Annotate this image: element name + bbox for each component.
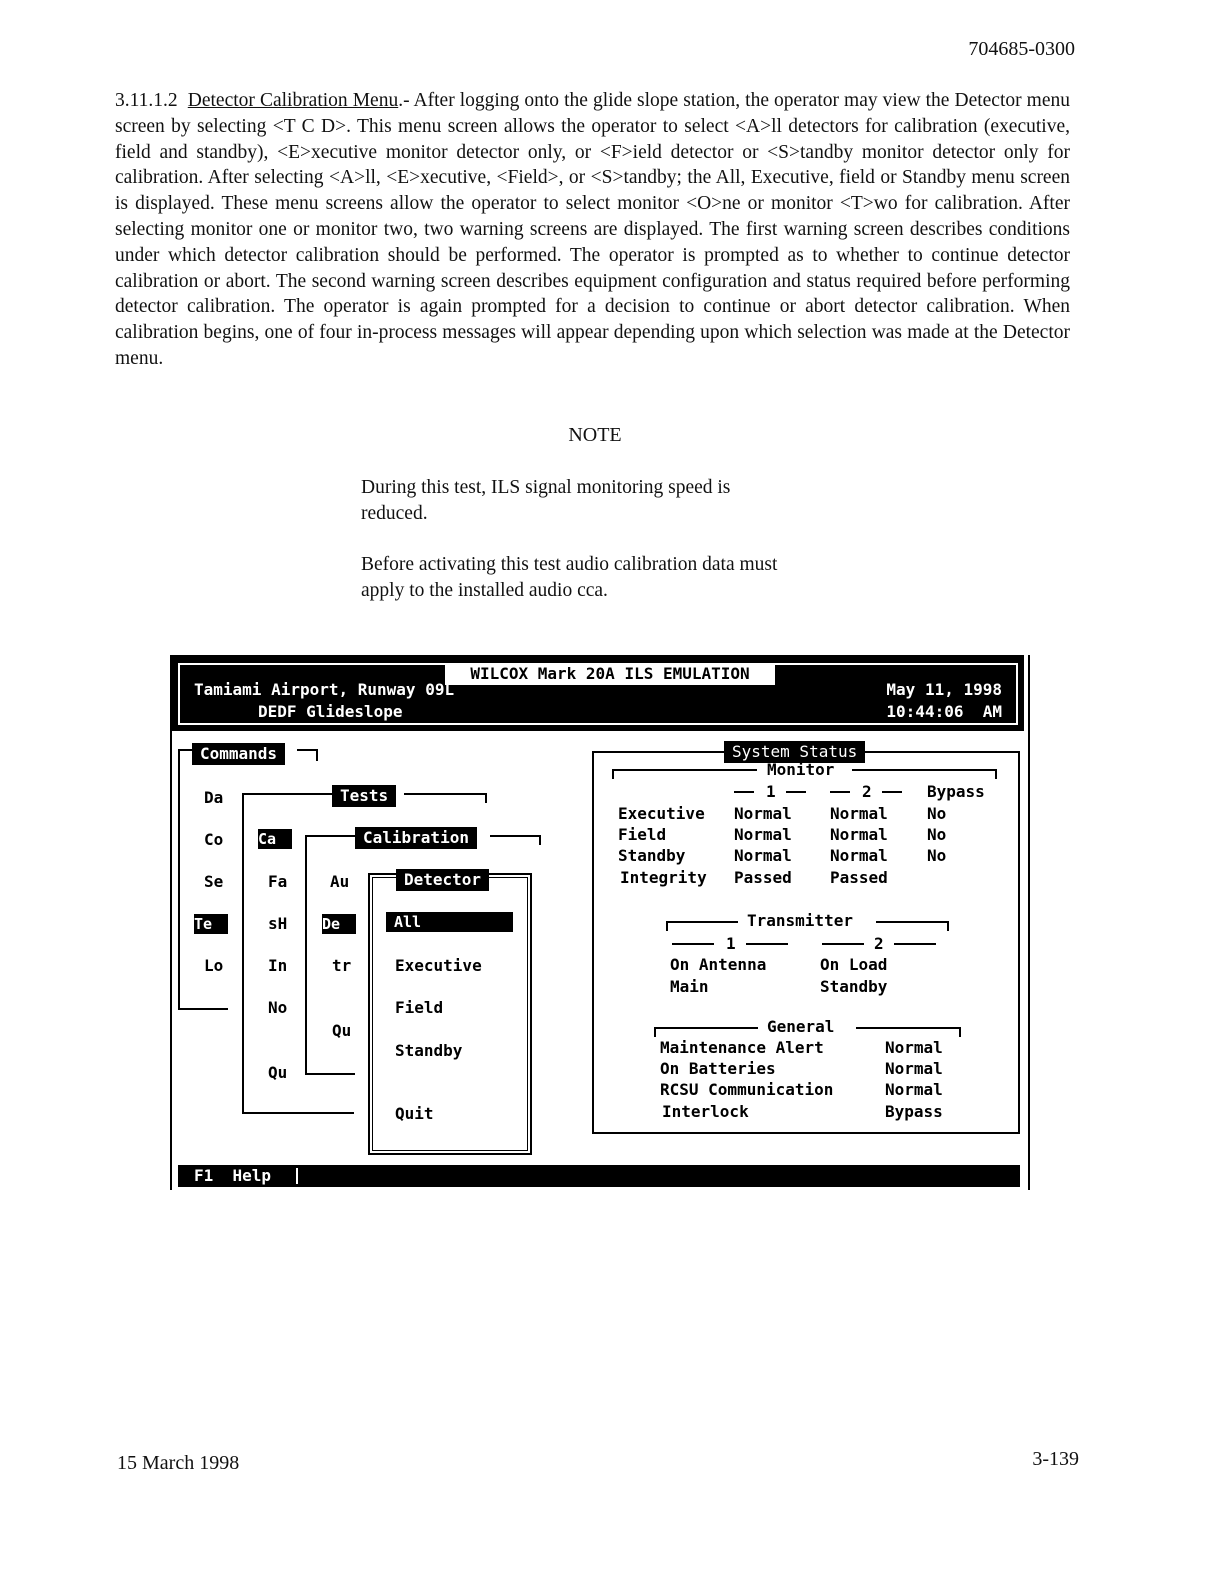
- detector-item-standby[interactable]: Standby: [395, 1041, 463, 1060]
- calibration-title: Calibration: [355, 827, 477, 849]
- monitor-row-label: Integrity: [620, 868, 707, 887]
- transmitter-title: Transmitter: [747, 911, 853, 930]
- help-bar: [178, 1165, 1020, 1187]
- calibration-item-quit[interactable]: Qu: [332, 1021, 352, 1040]
- monitor-row-bypass: No: [927, 825, 947, 844]
- date-label: May 11, 1998: [886, 680, 1002, 699]
- detector-item-field[interactable]: Field: [395, 998, 444, 1017]
- note-line-2: Before activating this test audio calibration data must apply to the installed audio cca.: [361, 554, 778, 601]
- command-item-logoff[interactable]: Lo: [204, 956, 224, 975]
- monitor-row-label: Executive: [618, 804, 705, 823]
- monitor-row-m2: Normal: [830, 846, 888, 865]
- command-item-setup[interactable]: Se: [204, 872, 224, 891]
- general-row-label: On Batteries: [660, 1059, 776, 1078]
- transmitter-col-1: 1: [726, 934, 736, 953]
- general-title: General: [767, 1017, 835, 1036]
- page-number: 3-139: [1032, 1448, 1079, 1470]
- calibration-item-detector-selected[interactable]: De: [322, 914, 356, 934]
- monitor-row-label: Field: [618, 825, 667, 844]
- calibration-item-audio[interactable]: Au: [330, 872, 350, 891]
- section-paragraph: [115, 88, 1070, 372]
- transmitter-2-role: Standby: [820, 977, 888, 996]
- note-heading: NOTE: [568, 424, 622, 446]
- section-body: .- After logging onto the glide slope station, the operator may view the Detector menu screen by selecting <T C D>. This menu screen allows the operator to select <A>ll detectors for calibration (executive, field and standby), <E>xecutive monitor detector only, or <F>ield detector or <S>tandby monitor detector only for calibration. After selecting <A>ll, <E>xecutive, <Field>, or <S>tandby; the All, Executive, field or Standby menu screen is displayed. These menu screens allow the operator to select monitor <O>ne or monitor <T>wo for calibration. After selecting monitor one or monitor two, two warning screens are displayed. The first warning screen describes conditions under which detector calibration should be performed. The operator is prompted as to whether to continue detector calibration or abort. The second warning screen describes equipment configuration and status required before performing detector calibration. The operator is again prompted for a decision to continue or abort detector calibration. When calibration begins, one of four in-process messages will appear depending upon which selection was made at the Detector menu.: [115, 90, 1070, 369]
- detector-item-executive[interactable]: Executive: [395, 956, 482, 975]
- command-item-control[interactable]: Co: [204, 830, 224, 849]
- monitor-row-bypass: No: [927, 804, 947, 823]
- system-status-title: System Status: [724, 741, 865, 763]
- general-row-label: RCSU Communication: [660, 1080, 834, 1099]
- detector-item-quit[interactable]: Quit: [395, 1104, 434, 1123]
- monitor-col-bypass: Bypass: [927, 782, 985, 801]
- general-row-value: Normal: [885, 1038, 943, 1057]
- tests-item-calibration-selected[interactable]: Ca: [258, 829, 292, 849]
- monitor-row-m1: Normal: [734, 825, 792, 844]
- transmitter-1-state: On Antenna: [670, 955, 767, 974]
- terminal-screen: [170, 655, 1030, 1190]
- monitor-row-m1: Normal: [734, 846, 792, 865]
- tests-item-integrity[interactable]: In: [268, 956, 288, 975]
- monitor-row-m2: Normal: [830, 825, 888, 844]
- help-key[interactable]: F1 Help: [194, 1166, 272, 1185]
- tests-item-fault[interactable]: Fa: [268, 872, 288, 891]
- detector-item-all-selected[interactable]: All: [386, 912, 513, 932]
- section-heading: Detector Calibration Menu: [187, 90, 399, 111]
- monitor-row-m2: Passed: [830, 868, 888, 887]
- tests-item-shutdown[interactable]: sH: [268, 914, 288, 933]
- general-row-label: Interlock: [662, 1102, 749, 1121]
- transmitter-2-state: On Load: [820, 955, 888, 974]
- screen-title-bar: [172, 655, 1024, 731]
- app-title: WILCOX Mark 20A ILS EMULATION: [445, 663, 775, 685]
- tests-item-quit[interactable]: Qu: [268, 1063, 288, 1082]
- note-line-1: During this test, ILS signal monitoring speed is reduced.: [361, 477, 731, 524]
- tests-item-normal[interactable]: No: [268, 998, 288, 1017]
- monitor-row-label: Standby: [618, 846, 686, 865]
- monitor-title: Monitor: [767, 760, 835, 779]
- facility-label: DEDF Glideslope: [258, 702, 403, 721]
- monitor-row-m1: Passed: [734, 868, 792, 887]
- transmitter-1-role: Main: [670, 977, 709, 996]
- general-row-value: Bypass: [885, 1102, 943, 1121]
- general-row-value: Normal: [885, 1080, 943, 1099]
- monitor-row-m1: Normal: [734, 804, 792, 823]
- monitor-row-bypass: No: [927, 846, 947, 865]
- time-label: 10:44:06 AM: [886, 702, 1002, 721]
- calibration-item-transmitter[interactable]: tr: [332, 956, 352, 975]
- section-number: 3.11.1.2: [115, 90, 178, 111]
- location-label: Tamiami Airport, Runway 09L: [194, 680, 455, 699]
- document-number: 704685-0300: [968, 38, 1075, 60]
- tests-title: Tests: [332, 785, 396, 807]
- transmitter-col-2: 2: [874, 934, 884, 953]
- commands-title: Commands: [192, 743, 285, 765]
- command-item-tests-selected[interactable]: Te: [194, 914, 228, 934]
- monitor-col-1: 1: [766, 782, 776, 801]
- monitor-row-m2: Normal: [830, 804, 888, 823]
- monitor-col-2: 2: [862, 782, 872, 801]
- footer-date: 15 March 1998: [117, 1452, 240, 1474]
- command-item-data[interactable]: Da: [204, 788, 224, 807]
- general-row-value: Normal: [885, 1059, 943, 1078]
- general-row-label: Maintenance Alert: [660, 1038, 824, 1057]
- detector-title: Detector: [396, 869, 489, 891]
